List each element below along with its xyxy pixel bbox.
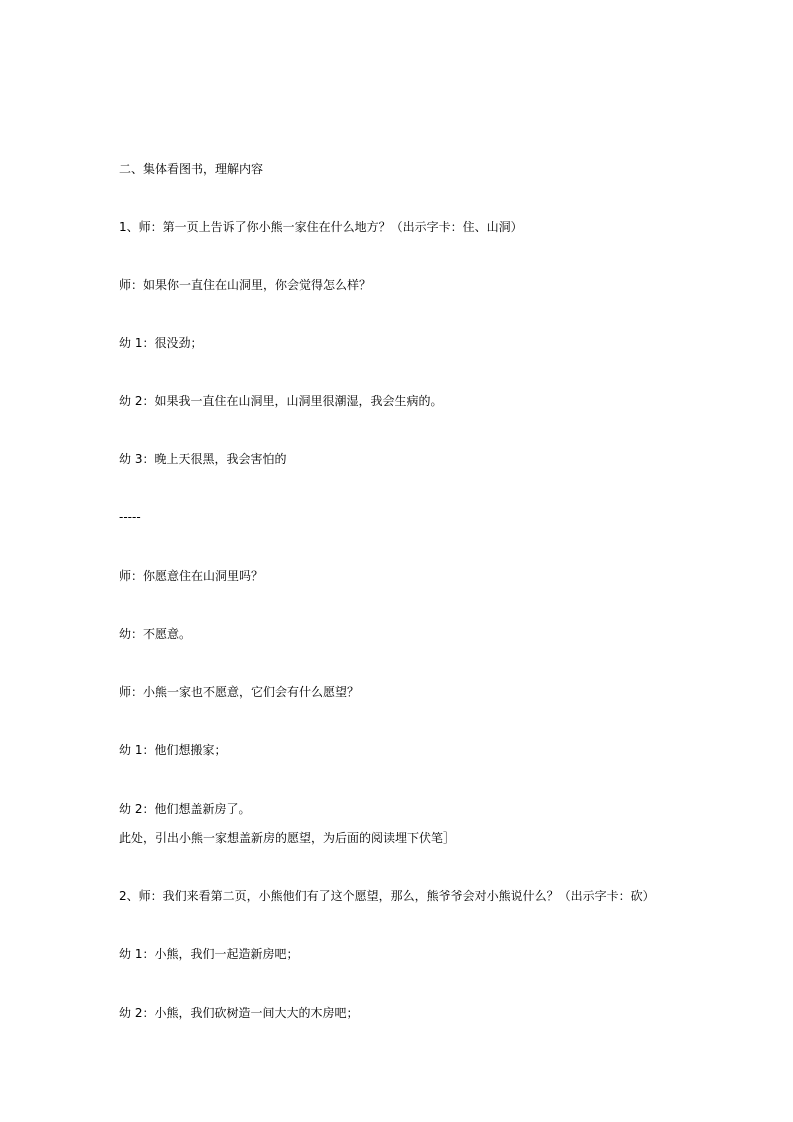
- paragraph: 师：你愿意住在山洞里吗？: [119, 569, 264, 583]
- paragraph: 幼 2：小熊，我们砍树造一间大大的木房吧；: [119, 1006, 359, 1020]
- paragraph: 幼 3：晚上天很黑，我会害怕的: [119, 452, 287, 466]
- paragraph: 2、师：我们来看第二页，小熊他们有了这个愿望，那么，熊爷爷会对小熊说什么？（出示字卡：砍）: [119, 889, 655, 903]
- paragraph: 师：小熊一家也不愿意，它们会有什么愿望？: [119, 685, 360, 699]
- paragraph: 幼 2：他们想盖新房了。: [119, 802, 251, 816]
- paragraph: 1、师：第一页上告诉了你小熊一家住在什么地方？（出示字卡：住、山洞）: [119, 220, 523, 234]
- paragraph: 幼 1：他们想搬家；: [119, 743, 227, 757]
- paragraph: 幼：不愿意。: [119, 627, 192, 641]
- section-heading: 二、集体看图书，理解内容: [119, 162, 264, 176]
- paragraph: 幼 2：如果我一直住在山洞里，山洞里很潮湿，我会生病的。: [119, 394, 443, 408]
- paragraph: 幼 1：小熊，我们一起造新房吧；: [119, 947, 299, 961]
- note-paragraph: 此处，引出小熊一家想盖新房的愿望，为后面的阅读埋下伏笔］: [119, 831, 456, 845]
- paragraph: 幼 1：很没劲；: [119, 336, 203, 350]
- paragraph: 师：如果你一直住在山洞里，你会觉得怎么样？: [119, 278, 372, 292]
- separator-text: -----: [119, 510, 141, 524]
